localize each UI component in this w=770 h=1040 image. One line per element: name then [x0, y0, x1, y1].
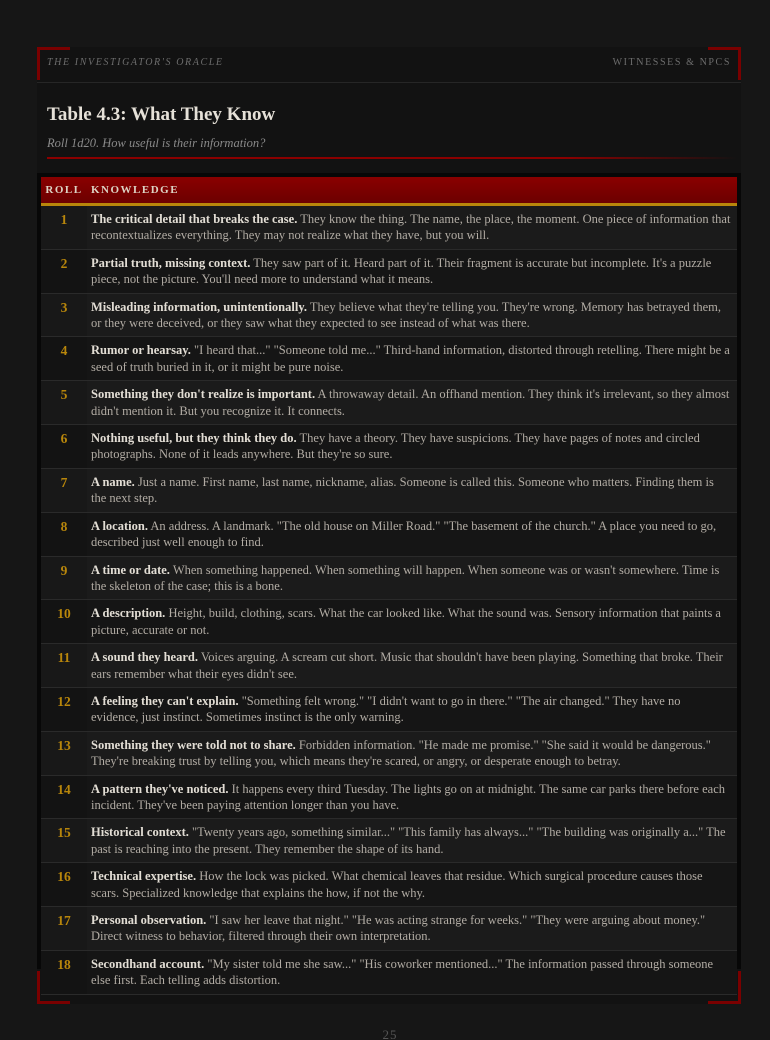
- knowledge-cell: [87, 425, 737, 469]
- knowledge-text: It happens every third Tuesday. The lights go on at midnight. The same car parks there before each incident. They've been paying attention longer than you have.: [91, 781, 725, 812]
- knowledge-lead: Partial truth, missing context.: [91, 255, 251, 270]
- roll-value: 7: [41, 468, 87, 512]
- knowledge-cell: [87, 381, 737, 425]
- knowledge-cell: [87, 468, 737, 512]
- knowledge-text: "I saw her leave that night." "He was acting strange for weeks." "They were arguing about money." Direct witness to behavior, filtered through their own interpretation.: [91, 913, 706, 944]
- knowledge-cell: [87, 907, 737, 951]
- knowledge-cell: [87, 819, 737, 863]
- knowledge-text: Height, build, clothing, scars. What the car looked like. What the sound was. Sensory information that paints a picture, accurate or not.: [91, 606, 721, 637]
- knowledge-text: Forbidden information. "He made me promise." "She said it would be dangerous." They're breaking trust by telling you, which means they're scared, or angry, or desperate enough to betray.: [91, 737, 711, 769]
- table-row: [41, 863, 737, 907]
- knowledge-lead: A name.: [91, 474, 135, 489]
- knowledge-text: "Twenty years ago, something similar..." "This family has always..." "The building was originally a..." The past is reaching into the present. They remember the shape of its hand.: [91, 825, 726, 856]
- roll-value: 2: [41, 249, 87, 293]
- knowledge-lead: The critical detail that breaks the case.: [91, 212, 298, 226]
- knowledge-text: Voices arguing. A scream cut short. Music that shouldn't have been playing. Something that broke. Their ears remember what their eyes didn't see.: [91, 650, 723, 681]
- knowledge-lead: Technical expertise.: [91, 869, 197, 884]
- book-title: THE INVESTIGATOR'S ORACLE: [47, 57, 224, 68]
- table-body: [41, 205, 737, 995]
- knowledge-text: They have a theory. They have suspicions. They have pages of notes and circled photographs. None of it leads anywhere. But they're so sure.: [91, 431, 700, 462]
- knowledge-lead: Misleading information, unintentionally.: [91, 299, 308, 314]
- roll-value: 14: [41, 775, 87, 819]
- knowledge-text: Just a name. First name, last name, nickname, alias. Someone is called this. Someone who matters. Finding them is the next step.: [91, 474, 714, 506]
- column-header-knowledge: KNOWLEDGE: [87, 177, 737, 205]
- knowledge-text: A throwaway detail. An offhand mention. They think it's irrelevant, so they almost didn't mention it. But you recognize it. It connects.: [91, 387, 730, 418]
- knowledge-cell: [87, 600, 737, 644]
- table-row: [41, 337, 737, 381]
- roll-value: 6: [41, 425, 87, 469]
- table-row: [41, 249, 737, 293]
- knowledge-text: How the lock was picked. What chemical leaves that residue. Which surgical procedure causes those scars. Specialized knowledge that explains the how, if not the why.: [91, 869, 703, 900]
- table-row: [41, 819, 737, 863]
- roll-value: 18: [41, 950, 87, 994]
- knowledge-lead: A description.: [91, 606, 166, 621]
- roll-value: 17: [41, 907, 87, 951]
- knowledge-cell: [87, 337, 737, 381]
- roll-value: 12: [41, 687, 87, 731]
- chapter-title: WITNESSES & NPCS: [612, 57, 731, 68]
- knowledge-text: When something happened. When something will happen. When someone was or wasn't somewhere. Time is the skeleton of the case; this is a bone.: [91, 562, 720, 593]
- knowledge-cell: [87, 293, 737, 337]
- knowledge-text: "I heard that..." "Someone told me..." Third-hand information, distorted through retelling. There might be a seed of truth buried in it, or it might be pure noise.: [91, 343, 730, 374]
- roll-value: 15: [41, 819, 87, 863]
- knowledge-lead: Nothing useful, but they think they do.: [91, 431, 297, 446]
- column-header-roll: ROLL: [41, 177, 87, 205]
- page-number: 25: [382, 1027, 398, 1040]
- knowledge-text: "My sister told me she saw..." "His coworker mentioned..." The information passed through someone else first. Each telling adds distortion.: [91, 956, 714, 988]
- knowledge-cell: [87, 556, 737, 600]
- table-row: [41, 775, 737, 819]
- roll-value: 11: [41, 644, 87, 688]
- knowledge-lead: A time or date.: [91, 562, 170, 577]
- table-subtitle: Roll 1d20. How useful is their information?: [47, 136, 266, 150]
- knowledge-cell: [87, 644, 737, 688]
- knowledge-text: "Something felt wrong." "I didn't want to go in there." "The air changed." They have no evidence, just instinct. Sometimes instinct is the only warning.: [91, 693, 681, 725]
- knowledge-cell: [87, 249, 737, 293]
- roll-value: 4: [41, 337, 87, 381]
- roll-value: 1: [41, 205, 87, 250]
- table-row: [41, 425, 737, 469]
- knowledge-cell: [87, 950, 737, 994]
- knowledge-text: They saw part of it. Heard part of it. Their fragment is accurate but incomplete. It's a puzzle piece, not the picture. You'll need more to understand what it means.: [91, 255, 712, 287]
- roll-value: 5: [41, 381, 87, 425]
- knowledge-cell: [87, 863, 737, 907]
- table-row: [41, 556, 737, 600]
- knowledge-cell: [87, 731, 737, 775]
- table-row: [41, 205, 737, 250]
- roll-value: 10: [41, 600, 87, 644]
- knowledge-lead: A location.: [91, 518, 148, 533]
- content-panel: [37, 47, 741, 1004]
- table-header-row: [41, 177, 737, 205]
- table-row: [41, 468, 737, 512]
- table-container: [37, 173, 741, 988]
- knowledge-lead: Something they were told not to share.: [91, 737, 296, 752]
- knowledge-text: They know the thing. The name, the place, the moment. One piece of information that recontextualizes everything. They may not realize what they have, but you will.: [91, 212, 731, 243]
- roll-value: 13: [41, 731, 87, 775]
- knowledge-lead: Secondhand account.: [91, 956, 205, 971]
- table-row: [41, 687, 737, 731]
- title-divider: [47, 157, 737, 159]
- roll-value: 9: [41, 556, 87, 600]
- table-row: [41, 731, 737, 775]
- knowledge-lead: Personal observation.: [91, 913, 207, 927]
- knowledge-cell: [87, 687, 737, 731]
- knowledge-lead: Rumor or hearsay.: [91, 343, 191, 358]
- knowledge-lead: Something they don't realize is important.: [91, 387, 316, 402]
- knowledge-cell: [87, 512, 737, 556]
- roll-value: 8: [41, 512, 87, 556]
- knowledge-lead: Historical context.: [91, 825, 189, 840]
- knowledge-lead: A feeling they can't explain.: [91, 693, 239, 708]
- knowledge-lead: A sound they heard.: [91, 650, 198, 665]
- table-row: [41, 907, 737, 951]
- table-row: [41, 600, 737, 644]
- roll-value: 3: [41, 293, 87, 337]
- table-row: [41, 512, 737, 556]
- table-row: [41, 293, 737, 337]
- table-title: Table 4.3: What They Know: [47, 104, 276, 125]
- oracle-table: [41, 177, 737, 995]
- knowledge-text: An address. A landmark. "The old house on Miller Road." "The basement of the church." A place you need to go, described just well enough to find.: [91, 518, 717, 550]
- table-row: [41, 381, 737, 425]
- knowledge-cell: [87, 775, 737, 819]
- table-row: [41, 644, 737, 688]
- table-row: [41, 950, 737, 994]
- knowledge-lead: A pattern they've noticed.: [91, 781, 229, 796]
- roll-value: 16: [41, 863, 87, 907]
- running-header: [37, 47, 741, 83]
- knowledge-cell: [87, 205, 737, 250]
- knowledge-text: They believe what they're telling you. They're wrong. Memory has betrayed them, or they were deceived, or they saw what they expected to see instead of what was there.: [91, 299, 722, 331]
